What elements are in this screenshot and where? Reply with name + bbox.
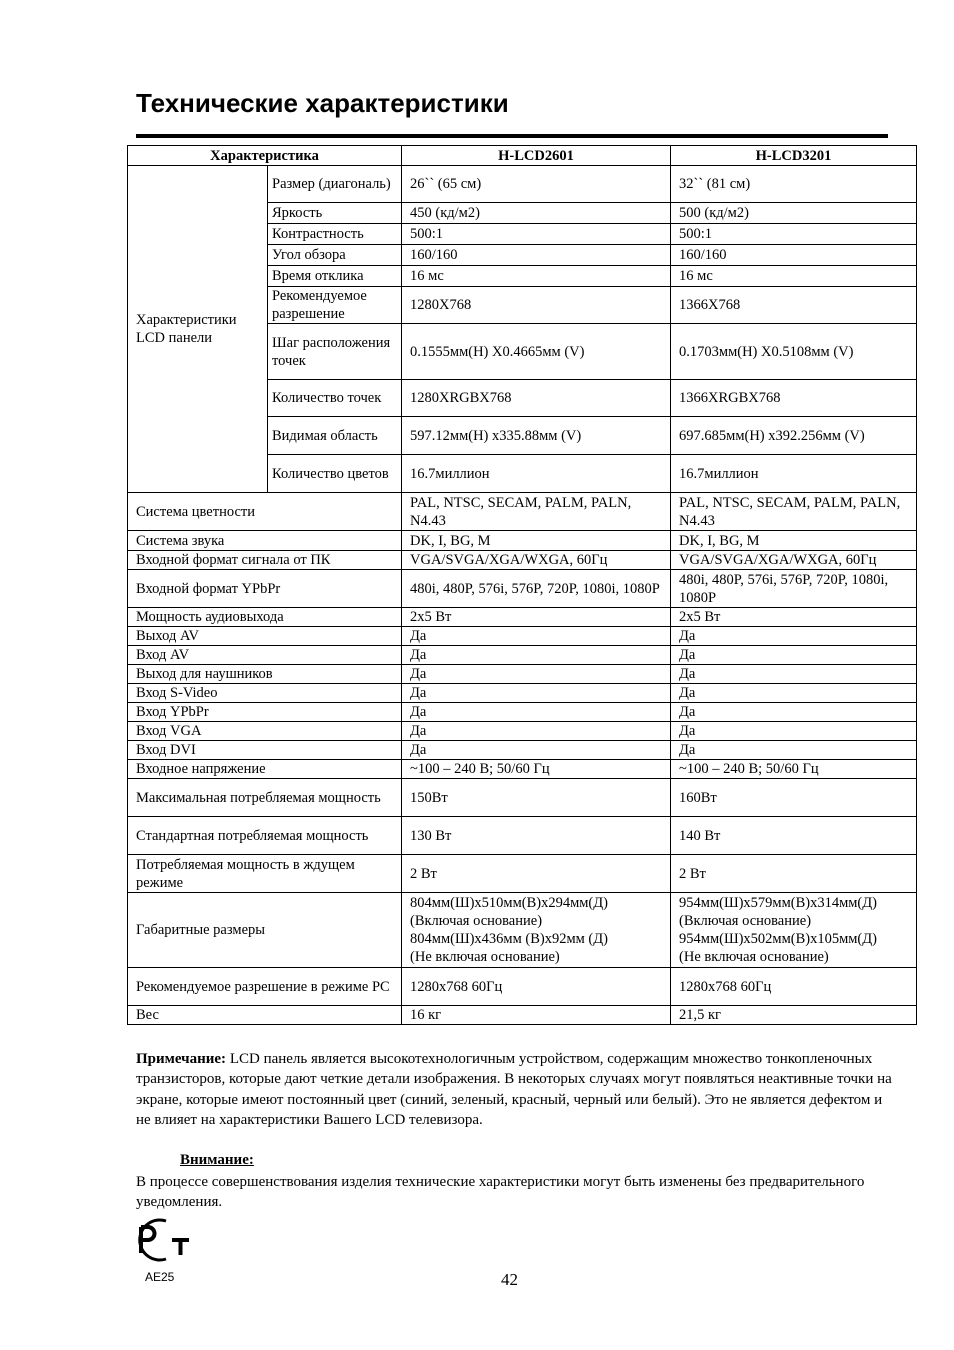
spec-value-model-2: Да [671,722,917,741]
spec-value-model-2: PAL, NTSC, SECAM, PALM, PALN, N4.43 [671,493,917,531]
spec-value-model-2: Да [671,646,917,665]
spec-label: Выход для наушников [128,665,402,684]
spec-value-model-1: Да [402,741,671,760]
spec-value-model-2: 500 (кд/м2) [671,203,917,224]
table-row [128,722,917,741]
spec-value-model-2: 21,5 кг [671,1006,917,1025]
spec-value-model-2: 32`` (81 см) [671,166,917,203]
spec-value-model-1: Да [402,703,671,722]
spec-sublabel: Количество точек [268,380,402,417]
spec-value-model-1: Да [402,646,671,665]
pct-certification-logo [132,1213,194,1267]
table-row [128,570,917,608]
spec-value-model-2: 697.685мм(H) x392.256мм (V) [671,417,917,455]
spec-label: Вход S-Video [128,684,402,703]
note-text: LCD панель является высокотехнологичным устройством, содержащим множество тонкопленочных транзисторов, которые дают четкие детали изображения. В некоторых случаях могут появляться неактивные точки на экране, которые имеют постоянный цвет (синий, зеленый, красный, черный или белый). Это не является дефектом и не влияет на характеристики Вашего LCD телевизора. [136,1051,892,1129]
spec-value-model-2: Да [671,627,917,646]
spec-value-model-2: Да [671,684,917,703]
spec-value-model-1: 130 Вт [402,817,671,855]
spec-sublabel: Количество цветов [268,455,402,493]
table-row [128,531,917,551]
spec-sublabel: Рекомендуемое разрешение [268,287,402,324]
spec-value-model-2: 160Вт [671,779,917,817]
page-title: Технические характеристики [136,88,509,118]
spec-label: Мощность аудиовыхода [128,608,402,627]
table-row [128,166,917,203]
table-row [128,893,917,968]
spec-value-model-2: 1366X768 [671,287,917,324]
spec-value-model-2: 16.7миллион [671,455,917,493]
attention-label: Внимание: [180,1152,254,1168]
table-row [128,646,917,665]
spec-label: Система цветности [128,493,402,531]
spec-value-model-1: 2 Вт [402,855,671,893]
spec-value-model-1-line: (Не включая основание) [410,949,560,965]
spec-value-model-1: 480i, 480P, 576i, 576P, 720P, 1080i, 1080P [402,570,671,608]
table-row [128,760,917,779]
spec-label: Входное напряжение [128,760,402,779]
spec-value-model-2: VGA/SVGA/XGA/WXGA, 60Гц [671,551,917,570]
spec-sublabel: Шаг расположения точек [268,324,402,380]
spec-value-model-1: ~100 – 240 В; 50/60 Гц [402,760,671,779]
spec-sublabel: Видимая область [268,417,402,455]
spec-value-model-1: PAL, NTSC, SECAM, PALM, PALN, N4.43 [402,493,671,531]
spec-value-model-1: 1280X768 [402,287,671,324]
header-model-1: H-LCD2601 [402,146,671,166]
spec-value-model-2: Да [671,703,917,722]
note-label: Примечание: [136,1051,227,1067]
table-row [128,968,917,1006]
spec-value-model-1: 160/160 [402,245,671,266]
header-model-2: H-LCD3201 [671,146,917,166]
spec-value-model-1: 597.12мм(H) x335.88мм (V) [402,417,671,455]
table-row [128,703,917,722]
spec-value-model-2: Да [671,665,917,684]
spec-value-model-2: 0.1703мм(H) X0.5108мм (V) [671,324,917,380]
spec-value-model-1: 1280XRGBX768 [402,380,671,417]
spec-value-model-1: 26`` (65 см) [402,166,671,203]
spec-value-model-1-line: 804мм(Ш)x436мм (В)x92мм (Д) [410,931,608,947]
spec-value-model-2: 2x5 Вт [671,608,917,627]
spec-label: Вес [128,1006,402,1025]
spec-label: Максимальная потребляемая мощность [128,779,402,817]
spec-value-model-1-line: 804мм(Ш)x510мм(В)x294мм(Д) [410,895,608,911]
spec-value-model-1: 1280x768 60Гц [402,968,671,1006]
title-rule [136,134,888,138]
spec-sublabel: Яркость [268,203,402,224]
table-row [128,1006,917,1025]
spec-value-model-1: Да [402,627,671,646]
spec-value-model-2-line: 954мм(Ш)x579мм(В)x314мм(Д) [679,895,877,911]
spec-label: Вход AV [128,646,402,665]
spec-value-model-1: Да [402,722,671,741]
spec-value-model-1: 16.7миллион [402,455,671,493]
spec-sublabel: Контрастность [268,224,402,245]
table-row [128,684,917,703]
attention-text: В процессе совершенствования изделия технические характеристики могут быть изменены без предварительного уведомления. [136,1174,865,1211]
note-paragraph [136,1049,896,1131]
spec-table [127,145,917,1025]
spec-value-model-2: 160/160 [671,245,917,266]
spec-value-model-2-line: (Не включая основание) [679,949,829,965]
spec-value-model-2: 140 Вт [671,817,917,855]
table-row [128,741,917,760]
header-characteristic: Характеристика [128,146,402,166]
spec-value-model-1: VGA/SVGA/XGA/WXGA, 60Гц [402,551,671,570]
spec-value-model-1: 16 мс [402,266,671,287]
spec-value-model-1-line: (Включая основание) [410,913,543,929]
spec-label: Система звука [128,531,402,551]
table-row [128,817,917,855]
table-row [128,779,917,817]
spec-value-model-2: ~100 – 240 В; 50/60 Гц [671,760,917,779]
spec-value-model-1: 450 (кд/м2) [402,203,671,224]
spec-label: Рекомендуемое разрешение в режиме PC [128,968,402,1006]
spec-sublabel: Время отклика [268,266,402,287]
spec-sublabel: Угол обзора [268,245,402,266]
table-row [128,493,917,531]
spec-label: Выход AV [128,627,402,646]
spec-value-model-1: 150Вт [402,779,671,817]
spec-value-model-1: 0.1555мм(H) X0.4665мм (V) [402,324,671,380]
spec-value-model-1: Да [402,665,671,684]
table-row [128,627,917,646]
spec-value-model-1: DK, I, BG, M [402,531,671,551]
spec-value-model-1 [402,893,671,968]
spec-value-model-2: 1280x768 60Гц [671,968,917,1006]
certification-code: AE25 [145,1270,175,1284]
lcd-group-label: Характеристики LCD панели [128,166,268,493]
table-row [128,608,917,627]
table-header-row [128,146,917,166]
table-row [128,665,917,684]
spec-value-model-2: Да [671,741,917,760]
spec-sublabel: Размер (диагональ) [268,166,402,203]
spec-value-model-2: 16 мс [671,266,917,287]
spec-label: Входной формат сигнала от ПК [128,551,402,570]
page-number: 42 [501,1270,518,1289]
spec-label: Вход DVI [128,741,402,760]
spec-label: Входной формат YPbPr [128,570,402,608]
spec-value-model-1: 2x5 Вт [402,608,671,627]
spec-value-model-2-line: (Включая основание) [679,913,812,929]
spec-label: Габаритные размеры [128,893,402,968]
spec-value-model-2: 480i, 480P, 576i, 576P, 720P, 1080i, 1080P [671,570,917,608]
spec-value-model-1: 16 кг [402,1006,671,1025]
spec-value-model-2-line: 954мм(Ш)x502мм(В)x105мм(Д) [679,931,877,947]
table-row [128,855,917,893]
spec-label: Вход VGA [128,722,402,741]
spec-value-model-1: 500:1 [402,224,671,245]
spec-label: Вход YPbPr [128,703,402,722]
spec-label: Стандартная потребляемая мощность [128,817,402,855]
table-row [128,551,917,570]
spec-label: Потребляемая мощность в ждущем режиме [128,855,402,893]
spec-value-model-2: 500:1 [671,224,917,245]
spec-value-model-2: 1366XRGBX768 [671,380,917,417]
spec-value-model-1: Да [402,684,671,703]
spec-value-model-2 [671,893,917,968]
spec-value-model-2: 2 Вт [671,855,917,893]
spec-value-model-2: DK, I, BG, M [671,531,917,551]
